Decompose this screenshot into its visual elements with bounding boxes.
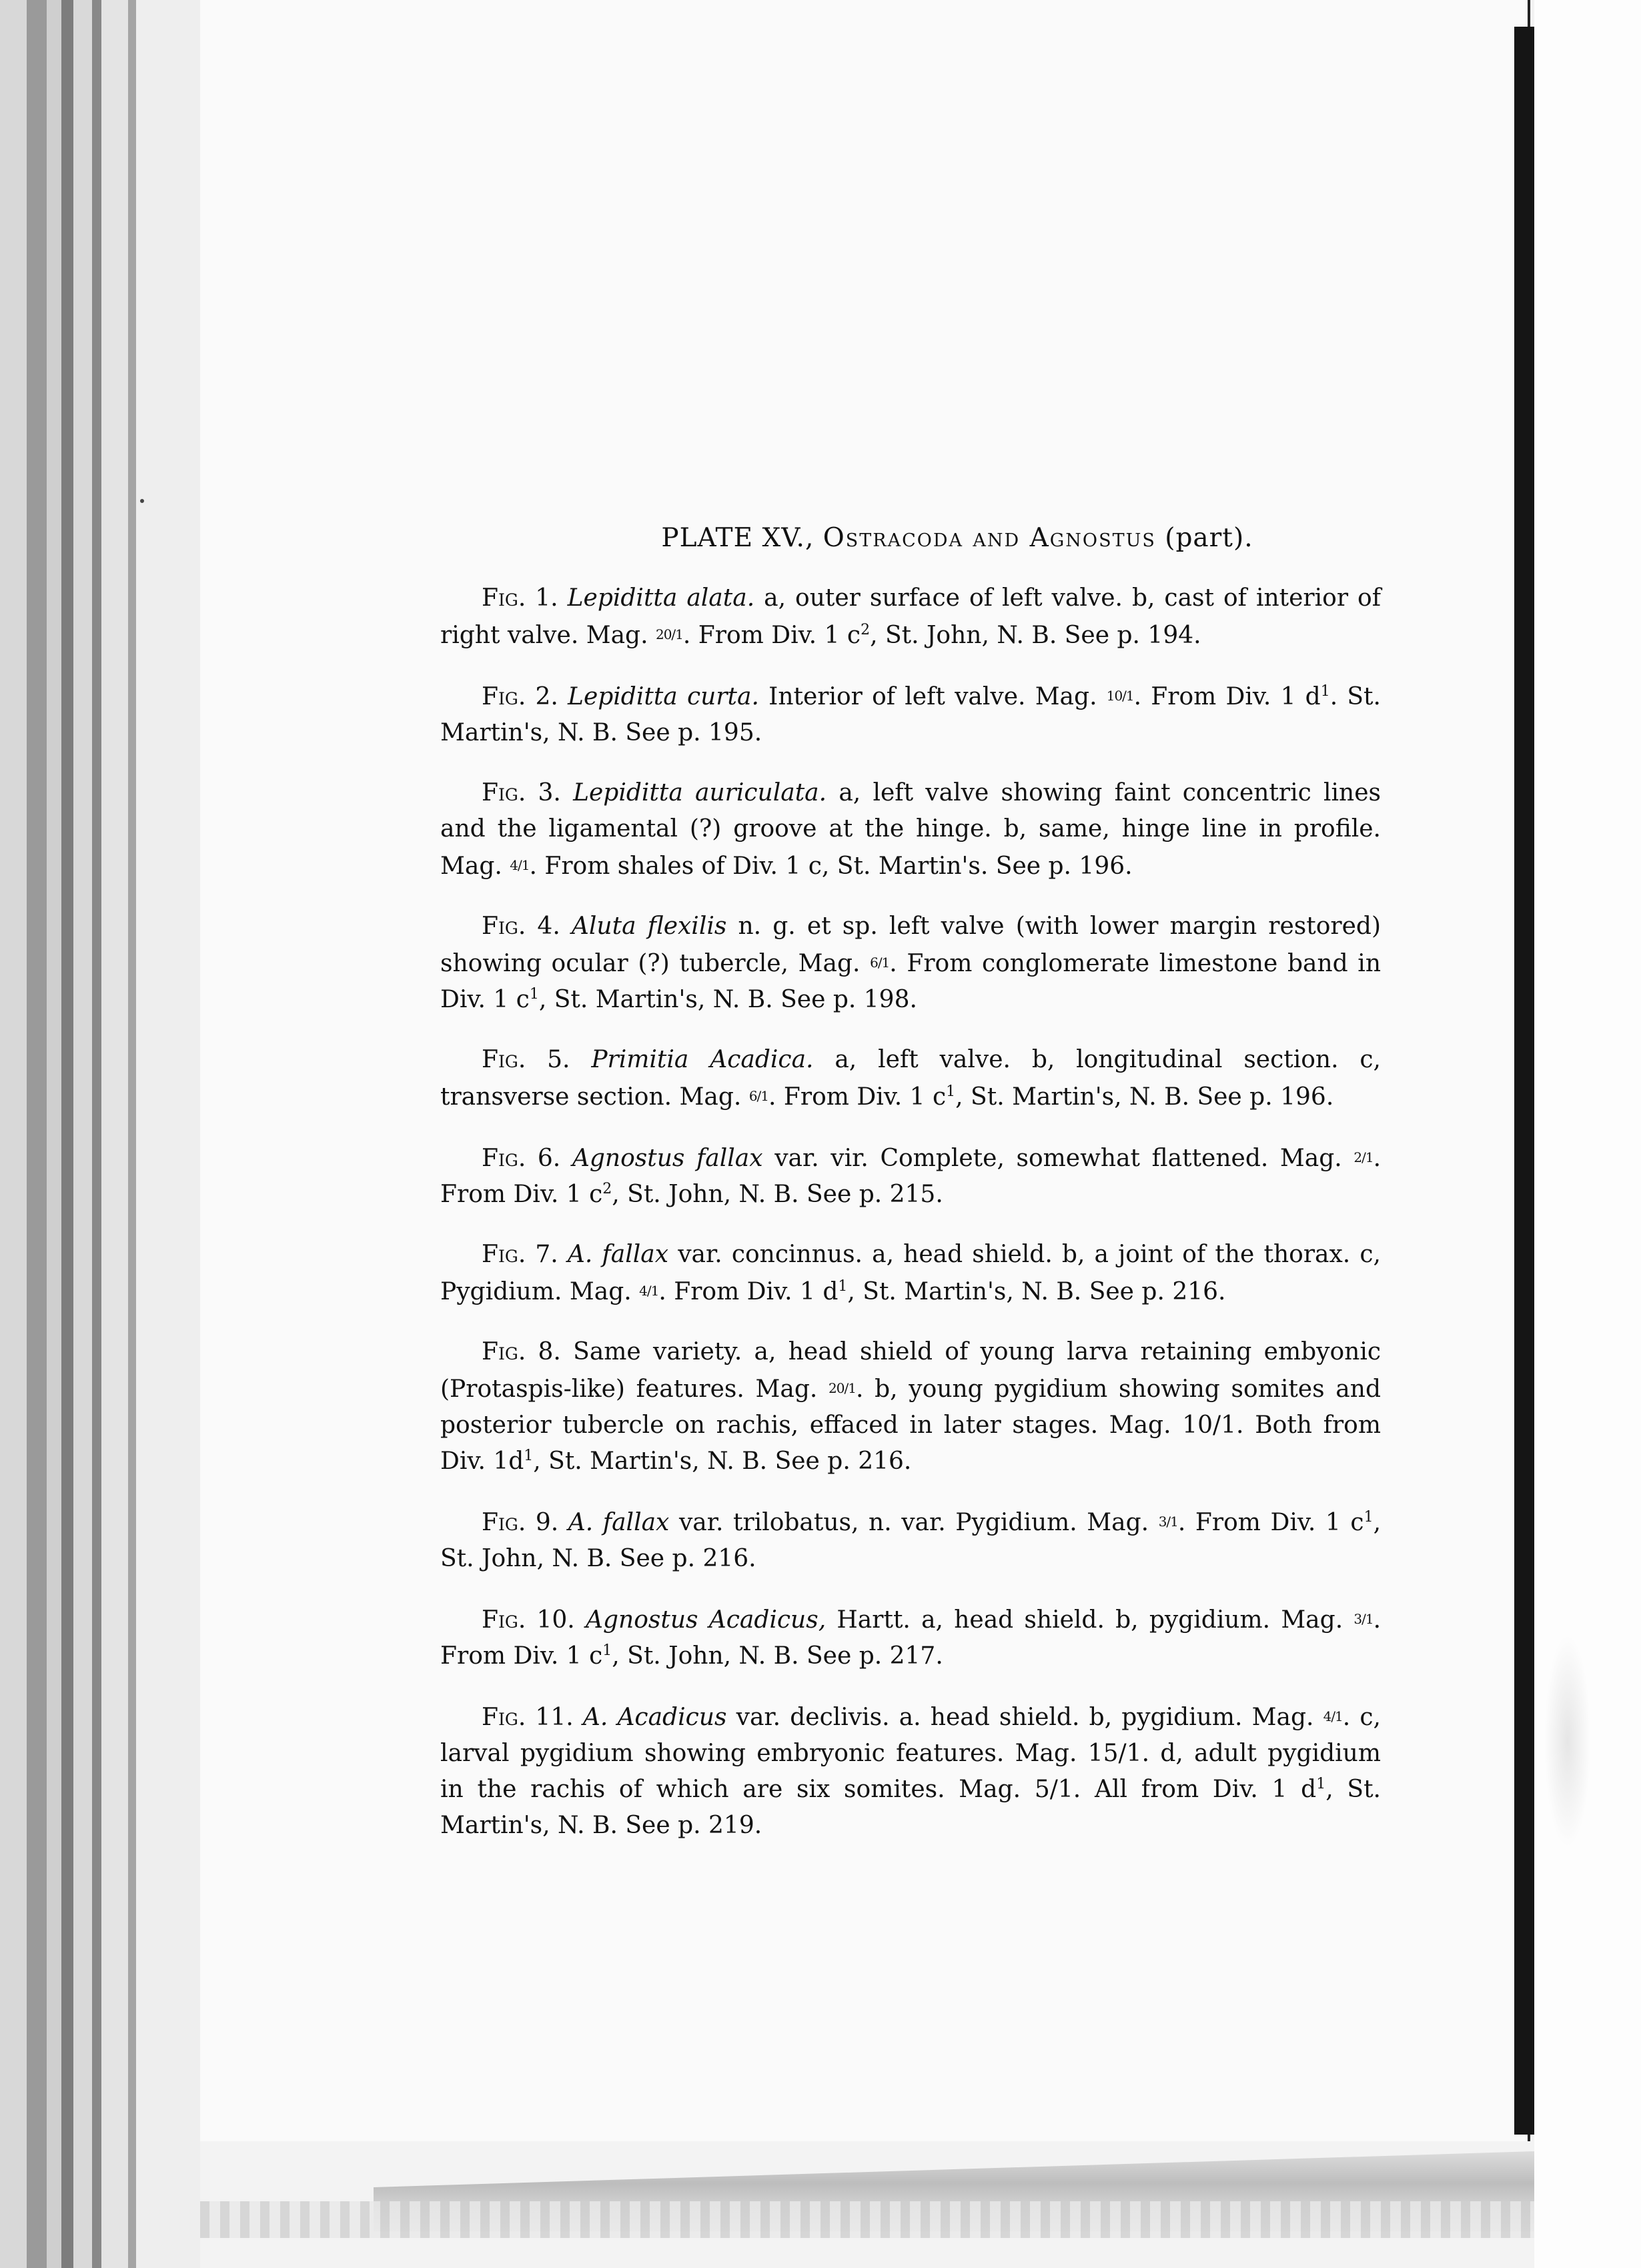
magnification: 20/1 xyxy=(655,626,683,642)
division-superscript: 1 xyxy=(838,1278,848,1295)
figure-entry xyxy=(440,580,1381,654)
page-smudge xyxy=(1544,1634,1591,1848)
magnification: 20/1 xyxy=(829,1380,856,1396)
entry-text-3: , St. John, N. B. See p. 194. xyxy=(870,622,1201,649)
entry-text: var. concinnus. a, head shield. b, a joint of the thorax. c, Pygidium. Mag. xyxy=(440,1241,1381,1305)
page-stack-edges xyxy=(0,0,207,2268)
species-name: Lepiditta curta. xyxy=(568,683,759,710)
division-superscript: 1 xyxy=(602,1642,612,1659)
entry-text: a, left valve. b, longitudinal section. c, transverse section. Mag. xyxy=(440,1046,1381,1111)
plate-title-subject: Ostracoda and Agnostus xyxy=(823,523,1156,553)
species-name: A. fallax xyxy=(568,1509,670,1536)
entry-text-3: , St. Martin's, N. B. See p. 216. xyxy=(533,1448,912,1475)
figure-number: Fig. 10. xyxy=(482,1606,575,1634)
figure-number: Fig. 4. xyxy=(482,913,560,940)
entry-text: Same variety. a, head shield of young larva retaining embyonic (Protaspis-like) features. Mag. xyxy=(440,1338,1381,1403)
entry-text: var. vir. Complete, somewhat flattened. Mag. xyxy=(774,1145,1342,1172)
magnification: 4/1 xyxy=(1323,1708,1343,1724)
magnification: 6/1 xyxy=(748,1088,768,1104)
figure-entry xyxy=(440,1698,1381,1844)
entry-text-3: . St. Martin's, N. B. See p. 195. xyxy=(440,683,1381,746)
entry-text-3: , St. John, N. B. See p. 217. xyxy=(612,1642,943,1670)
entry-text-2: . From Div. 1 c xyxy=(1177,1509,1364,1536)
division-superscript: 2 xyxy=(861,622,871,638)
entry-text: var. trilobatus, n. var. Pygidium. Mag. xyxy=(678,1509,1149,1536)
figure-entry xyxy=(440,909,1381,1018)
magnification: 6/1 xyxy=(870,955,890,971)
entry-text-2: . From Div. 1 c xyxy=(440,1145,1382,1208)
figure-entry xyxy=(440,775,1381,885)
species-name: Aluta flexilis xyxy=(571,913,727,940)
figure-entry xyxy=(440,1139,1381,1213)
ink-speck xyxy=(140,499,144,503)
plate-title-suffix: (part). xyxy=(1165,523,1253,553)
figure-number: Fig. 3. xyxy=(482,779,561,806)
entry-text-2: . c, larval pygidium showing embryonic features. Mag. 15/1. d, adult pygidium in the rachis of which are six somites. Mag. 5/1. All from Div. 1 d xyxy=(440,1704,1381,1803)
figure-number: Fig. 7. xyxy=(482,1241,558,1268)
entry-text-3: , St. Martin's, N. B. See p. 198. xyxy=(538,986,917,1013)
magnification: 3/1 xyxy=(1353,1611,1374,1627)
entry-text: var. declivis. a. head shield. b, pygidium. Mag. xyxy=(736,1704,1314,1731)
division-superscript: 1 xyxy=(1363,1509,1374,1526)
figure-entry xyxy=(440,1237,1381,1310)
figure-entries-list xyxy=(440,580,1381,1844)
entry-text-2: . From conglomerate limestone band in Div. 1 c xyxy=(440,950,1382,1013)
entry-text-3: , St. Martin's, N. B. See p. 219. xyxy=(440,1776,1381,1839)
magnification: 4/1 xyxy=(639,1283,659,1299)
species-name: A. fallax xyxy=(567,1241,669,1268)
figure-number: Fig. 8. xyxy=(482,1338,561,1365)
entry-text-2: . From Div. 1 d xyxy=(658,1278,839,1305)
entry-text: a, outer surface of left valve. b, cast of interior of right valve. Mag. xyxy=(440,584,1382,649)
figure-entry xyxy=(440,1601,1381,1674)
bottom-page-edges xyxy=(200,2201,1534,2238)
division-superscript: 1 xyxy=(529,986,539,1003)
division-superscript: 1 xyxy=(946,1083,956,1100)
species-name: Lepiditta auriculata. xyxy=(573,779,827,806)
entry-text-2: . From shales of Div. 1 c, St. Martin's. See p. 196. xyxy=(529,853,1133,880)
entry-text-2: . b, young pygidium showing somites and posterior tubercle on rachis, effaced in later stages. Mag. 10/1. Both from Div. 1d xyxy=(440,1375,1381,1475)
facing-page-edge xyxy=(1534,0,1641,2268)
division-superscript: 1 xyxy=(1320,683,1330,700)
entry-text-2: . From Div. 1 c xyxy=(440,1606,1382,1670)
plate-title xyxy=(440,520,1381,556)
entry-text: Interior of left valve. Mag. xyxy=(768,683,1097,710)
division-superscript: 2 xyxy=(602,1181,612,1197)
species-name: A. Acadicus xyxy=(582,1704,727,1731)
division-superscript: 1 xyxy=(524,1448,534,1464)
magnification: 3/1 xyxy=(1158,1514,1178,1530)
figure-number: Fig. 5. xyxy=(482,1046,570,1073)
entry-text-2: . From Div. 1 c xyxy=(682,622,861,649)
plate-caption-block xyxy=(440,520,1381,1846)
division-superscript: 1 xyxy=(1316,1776,1326,1792)
entry-text-2: . From Div. 1 d xyxy=(1133,683,1321,710)
figure-number: Fig. 1. xyxy=(482,584,558,612)
species-name: Agnostus Acadicus, xyxy=(585,1606,827,1634)
magnification: 10/1 xyxy=(1106,688,1134,704)
species-name: Primitia Acadica. xyxy=(591,1046,814,1073)
magnification: 4/1 xyxy=(510,857,530,873)
magnification: 2/1 xyxy=(1353,1149,1374,1165)
figure-number: Fig. 6. xyxy=(482,1145,561,1172)
figure-number: Fig. 2. xyxy=(482,683,558,710)
figure-entry xyxy=(440,1504,1381,1577)
figure-number: Fig. 9. xyxy=(482,1509,559,1536)
entry-text-2: . From Div. 1 c xyxy=(768,1083,947,1111)
entry-text: Hartt. a, head shield. b, pygidium. Mag. xyxy=(837,1606,1343,1634)
entry-text-3: , St. Martin's, N. B. See p. 216. xyxy=(847,1278,1226,1305)
figure-number: Fig. 11. xyxy=(482,1704,574,1731)
entry-text-3: , St. John, N. B. See p. 216. xyxy=(440,1509,1382,1572)
entry-text-3: , St. Martin's, N. B. See p. 196. xyxy=(955,1083,1334,1111)
species-name: Lepiditta alata. xyxy=(567,584,755,612)
binding-shadow xyxy=(1514,27,1534,2135)
figure-entry xyxy=(440,1334,1381,1480)
figure-entry xyxy=(440,1042,1381,1115)
figure-entry xyxy=(440,678,1381,751)
plate-title-main: PLATE XV., xyxy=(661,523,814,553)
entry-text: a, left valve showing faint concentric lines and the ligamental (?) groove at the hinge. b, same, hinge line in profile. Mag. xyxy=(440,779,1381,880)
entry-text: n. g. et sp. left valve (with lower margin restored) showing ocular (?) tubercle, Mag. xyxy=(440,913,1382,977)
species-name: Agnostus fallax xyxy=(572,1145,763,1172)
entry-text-3: , St. John, N. B. See p. 215. xyxy=(612,1181,943,1208)
